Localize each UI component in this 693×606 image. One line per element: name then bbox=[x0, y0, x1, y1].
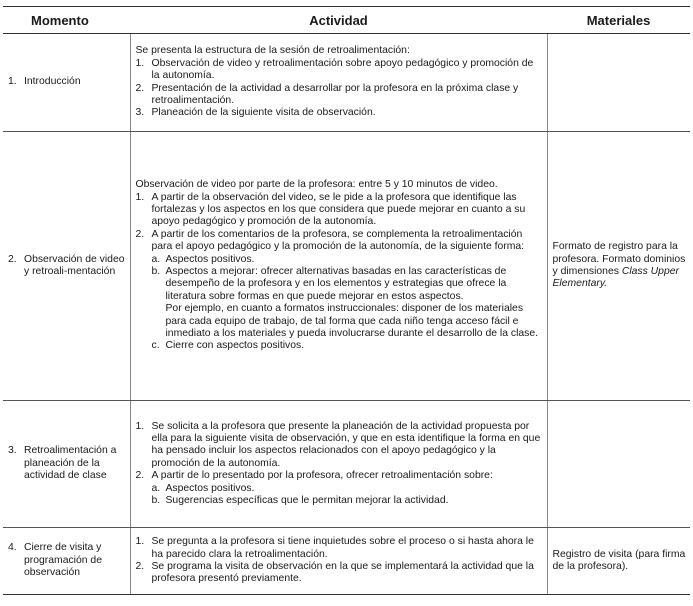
sub-item-letter: b. bbox=[151, 495, 161, 507]
list-item: Presentación de la actividad a desarrollar por la profesora en la próxima clase y retroalimentación. bbox=[151, 82, 519, 106]
table-row bbox=[3, 34, 690, 132]
header-row bbox=[3, 7, 690, 34]
table-row bbox=[3, 528, 690, 595]
sub-item: Sugerencias específicas que le permitan mejorar la actividad. bbox=[165, 495, 449, 507]
momento-cell bbox=[3, 132, 130, 401]
sub-item-letter: c. bbox=[151, 340, 160, 352]
materiales-cell: Registro de visita (para firma de la profesora). bbox=[547, 528, 690, 595]
momento-label: Observación de video y retroali-mentación bbox=[24, 253, 125, 277]
list-item: A partir de lo presentado por la profesora, ofrecer retroalimentación sobre: bbox=[151, 470, 493, 482]
list-item: Observación de video y retroalimentación sobre apoyo pedagógico y promoción de la autonomía. bbox=[151, 57, 534, 82]
momento-number: 2. bbox=[8, 253, 17, 265]
momento-number: 4. bbox=[8, 542, 17, 554]
list-item: A partir de la observación del video, se le pide a la profesora que identifique las fortalezas y los aspectos en los que considera que puede mejorar en cuanto a su apoyo pedagógico y promoción de la autonomía. bbox=[151, 191, 526, 228]
header-materiales: Materiales bbox=[547, 7, 690, 34]
momento-cell bbox=[3, 528, 130, 595]
momento-number: 3. bbox=[8, 445, 17, 457]
momento-label: Retroalimentación a planeación de la actividad de clase bbox=[24, 445, 117, 482]
momento-label: Cierre de visita y programación de observación bbox=[24, 542, 102, 579]
sub-item: Aspectos positivos. bbox=[165, 253, 255, 265]
materiales-cell bbox=[547, 34, 690, 132]
momento-number: 1. bbox=[8, 76, 17, 88]
actividad-intro: Se presenta la estructura de la sesión de retroalimentación: bbox=[135, 45, 410, 57]
actividad-cell bbox=[130, 34, 547, 132]
sub-item: Aspectos a mejorar: ofrecer alternativas basadas en las características de desempeño de la profesora y en los elementos y estrategias que ofrece la literatura sobre formas en que puede mejorar en estos aspectos. bbox=[165, 266, 507, 302]
item-number: 2. bbox=[135, 561, 145, 572]
table-row bbox=[3, 401, 690, 528]
session-table bbox=[3, 6, 690, 595]
item-number: 3. bbox=[135, 107, 145, 119]
item-number: 1. bbox=[135, 420, 145, 432]
header-actividad: Actividad bbox=[130, 7, 547, 34]
momento-label: Introducción bbox=[24, 76, 81, 88]
item-number: 2. bbox=[135, 228, 145, 240]
list-item: Se programa la visita de observación en la que se implementará la actividad que la profesora presentó previamente. bbox=[151, 561, 534, 585]
item-number: 1. bbox=[135, 536, 145, 548]
table-row bbox=[3, 132, 690, 401]
momento-cell bbox=[3, 34, 130, 132]
sub-item-letter: a. bbox=[151, 253, 161, 265]
actividad-intro: Observación de video por parte de la profesora: entre 5 y 10 minutos de video. bbox=[135, 179, 498, 191]
item-number: 2. bbox=[135, 82, 145, 94]
item-number: 2. bbox=[135, 470, 145, 482]
list-item: Planeación de la siguiente visita de observación. bbox=[151, 107, 376, 119]
materiales-cell bbox=[547, 132, 690, 401]
actividad-cell bbox=[130, 401, 547, 528]
item-number: 1. bbox=[135, 57, 145, 69]
list-item: A partir de los comentarios de la profesora, se complementa la retroalimentación para el apoyo pedagógico y la promoción de la autonomía, de la siguiente forma: bbox=[151, 228, 525, 253]
list-item: Se pregunta a la profesora si tiene inquietudes sobre el proceso o si hasta ahora le ha parecido clara la retroalimentación. bbox=[151, 536, 534, 560]
momento-cell bbox=[3, 401, 130, 528]
actividad-cell bbox=[130, 528, 547, 595]
item-number: 1. bbox=[135, 191, 145, 203]
header-momento: Momento bbox=[3, 7, 130, 34]
materiales-cell bbox=[547, 401, 690, 528]
materiales-italic: Class Upper Elementary. bbox=[552, 266, 679, 290]
sub-item-example: Por ejemplo, en cuanto a formatos instruccionales: disponer de los materiales para cada equipo de trabajo, de tal forma que cada niño tenga acceso fácil e inmediato a los materiales y pueda involucrarse durante el desarrollo de la clase. bbox=[165, 303, 539, 340]
materiales-text: Formato de registro para la profesora. Formato dominios y dimensiones bbox=[552, 241, 686, 277]
sub-item-letter: a. bbox=[151, 482, 161, 494]
sub-item-letter: b. bbox=[151, 266, 161, 277]
actividad-cell bbox=[130, 132, 547, 401]
list-item: Se solicita a la profesora que presente la planeación de la actividad propuesta por ella para la siguiente visita de observación, y que en esta identifique la forma en que ha pensado incluir los aspectos relacionados con el apoyo pedagógico y la promoción de la autonomía. bbox=[151, 420, 541, 469]
sub-item: Cierre con aspectos positivos. bbox=[165, 340, 305, 352]
sub-item: Aspectos positivos. bbox=[165, 482, 255, 494]
